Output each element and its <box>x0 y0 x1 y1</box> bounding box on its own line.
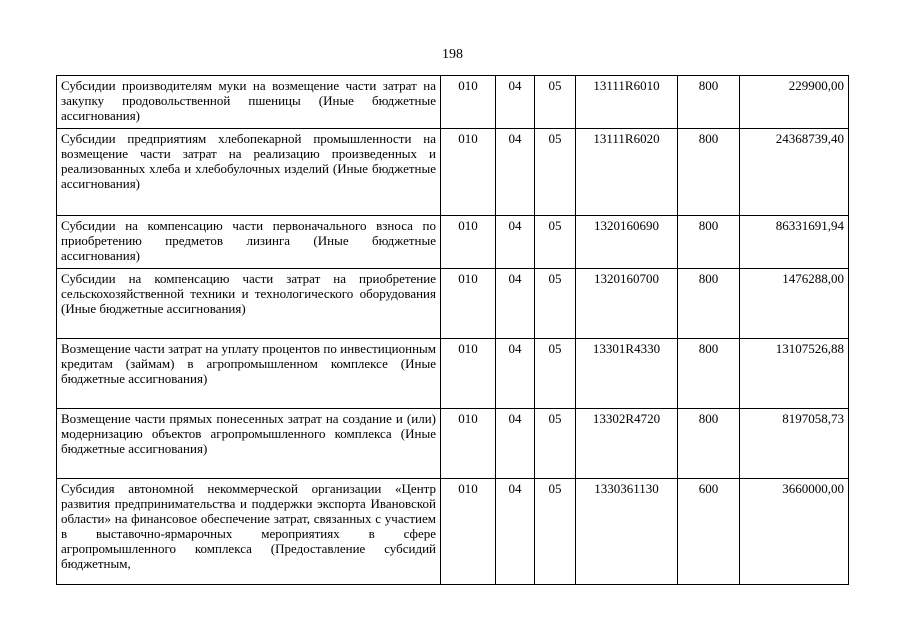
subsection-code: 05 <box>535 269 576 339</box>
table-row <box>57 76 849 129</box>
row-description: Субсидии на компенсацию части затрат на приобретение сельскохозяйственной техники и технологического оборудования (Иные бюджетные ассигнования) <box>57 269 441 339</box>
target-article-code: 13301R4330 <box>576 339 678 409</box>
table-row <box>57 216 849 269</box>
ministry-code: 010 <box>441 216 496 269</box>
amount: 86331691,94 <box>740 216 849 269</box>
amount: 3660000,00 <box>740 479 849 585</box>
expense-type-code: 800 <box>678 216 740 269</box>
ministry-code: 010 <box>441 479 496 585</box>
expense-type-code: 800 <box>678 76 740 129</box>
subsection-code: 05 <box>535 409 576 479</box>
page-number: 198 <box>442 47 463 62</box>
ministry-code: 010 <box>441 339 496 409</box>
subsection-code: 05 <box>535 216 576 269</box>
row-description: Возмещение части затрат на уплату процентов по инвестиционным кредитам (займам) в агропромышленном комплексе (Иные бюджетные ассигнования) <box>57 339 441 409</box>
amount: 1476288,00 <box>740 269 849 339</box>
subsection-code: 05 <box>535 339 576 409</box>
section-code: 04 <box>496 129 535 216</box>
amount: 24368739,40 <box>740 129 849 216</box>
table-row <box>57 339 849 409</box>
table-row <box>57 269 849 339</box>
expense-type-code: 800 <box>678 269 740 339</box>
target-article-code: 13111R6020 <box>576 129 678 216</box>
expense-type-code: 800 <box>678 409 740 479</box>
ministry-code: 010 <box>441 129 496 216</box>
row-description: Субсидии предприятиям хлебопекарной промышленности на возмещение части затрат на реализацию произведенных и реализованных хлеба и хлебобулочных изделий (Иные бюджетные ассигнования) <box>57 129 441 216</box>
target-article-code: 13302R4720 <box>576 409 678 479</box>
target-article-code: 1320160700 <box>576 269 678 339</box>
target-article-code: 1330361130 <box>576 479 678 585</box>
ministry-code: 010 <box>441 269 496 339</box>
subsection-code: 05 <box>535 129 576 216</box>
target-article-code: 13111R6010 <box>576 76 678 129</box>
row-description: Возмещение части прямых понесенных затрат на создание и (или) модернизацию объектов агропромышленного комплекса (Иные бюджетные ассигнования) <box>57 409 441 479</box>
expense-type-code: 600 <box>678 479 740 585</box>
amount: 229900,00 <box>740 76 849 129</box>
subsection-code: 05 <box>535 479 576 585</box>
row-description: Субсидии производителям муки на возмещение части затрат на закупку продовольственной пшеницы (Иные бюджетные ассигнования) <box>57 76 441 129</box>
subsection-code: 05 <box>535 76 576 129</box>
section-code: 04 <box>496 269 535 339</box>
table-row <box>57 409 849 479</box>
section-code: 04 <box>496 216 535 269</box>
ministry-code: 010 <box>441 76 496 129</box>
section-code: 04 <box>496 339 535 409</box>
budget-table <box>56 75 849 585</box>
table-row <box>57 479 849 585</box>
section-code: 04 <box>496 76 535 129</box>
amount: 8197058,73 <box>740 409 849 479</box>
expense-type-code: 800 <box>678 339 740 409</box>
expense-type-code: 800 <box>678 129 740 216</box>
ministry-code: 010 <box>441 409 496 479</box>
row-description: Субсидии на компенсацию части первоначального взноса по приобретению предметов лизинга (Иные бюджетные ассигнования) <box>57 216 441 269</box>
table-row <box>57 129 849 216</box>
target-article-code: 1320160690 <box>576 216 678 269</box>
amount: 13107526,88 <box>740 339 849 409</box>
row-description: Субсидия автономной некоммерческой организации «Центр развития предпринимательства и поддержки экспорта Ивановской области» на финансовое обеспечение затрат, связанных с участием в выставочно-ярмарочных мероприятиях в сфере агропромышленного комплекса (Предоставление субсидий бюджетным, <box>57 479 441 585</box>
section-code: 04 <box>496 479 535 585</box>
section-code: 04 <box>496 409 535 479</box>
